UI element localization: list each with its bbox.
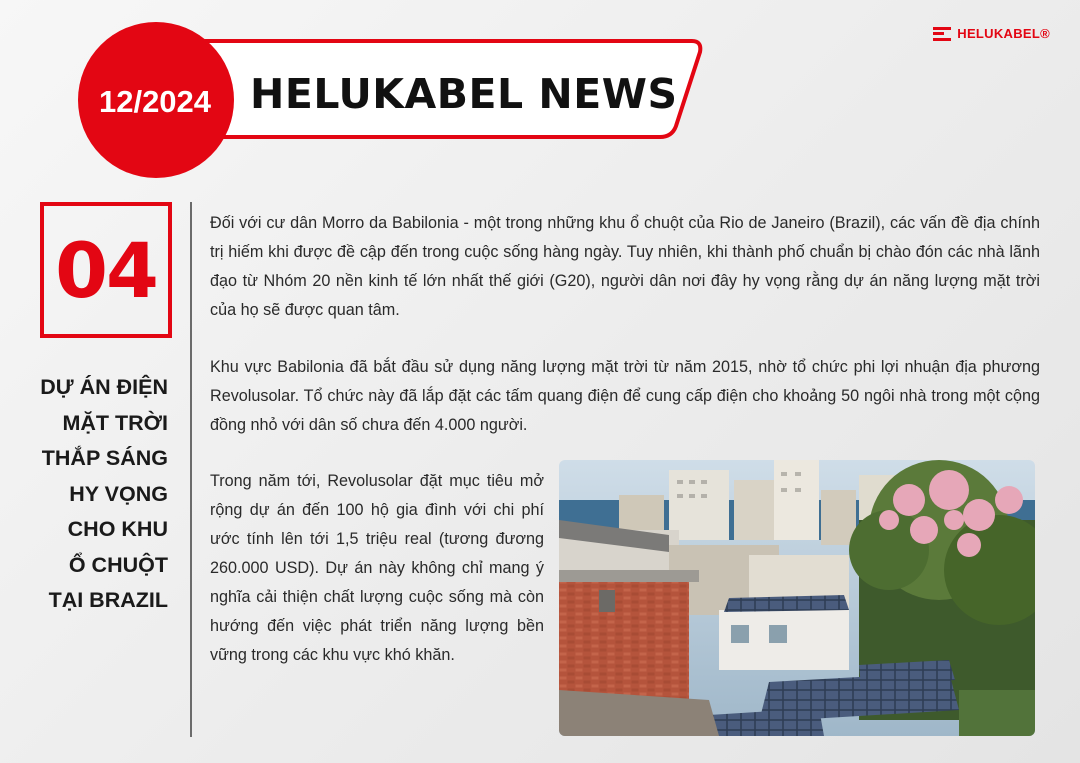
headline-line: MẶT TRỜI [62, 410, 168, 435]
issue-number: 04 [55, 225, 157, 315]
page-title: HELUKABEL NEWS [250, 70, 678, 118]
headline-line: Ổ CHUỘT [68, 552, 168, 577]
solar-rooftops-image [559, 460, 1035, 736]
article-photo [559, 460, 1035, 736]
issue-number-box [40, 202, 172, 338]
headline-line: TẠI BRAZIL [48, 588, 168, 612]
article-paragraph-1: Đối với cư dân Morro da Babilonia - một trong những khu ổ chuột của Rio de Janeiro (Brazil), các vấn đề địa chính trị hiếm khi được đề cập đến trong cuộc sống hàng ngày. Tuy nhiên, khi thành phố chuẩn bị chào đón các nhà lãnh đạo từ Nhóm 20 nền kinh tế lớn nhất thế giới (G20), người dân nơi đây hy vọng rằng dự án năng lượng mặt trời của họ sẽ được quan tâm. [210, 214, 1040, 319]
headline-line: DỰ ÁN ĐIỆN [40, 375, 168, 399]
headline-line: HY VỌNG [69, 481, 168, 506]
article-paragraph-2: Khu vực Babilonia đã bắt đầu sử dụng năng lượng mặt trời từ năm 2015, nhờ tổ chức phi lợi nhuận địa phương Revolusolar. Tổ chức này đã lắp đặt các tấm quang điện để cung cấp điện cho khoảng 50 ngôi nhà trong một cộng đồng nhỏ với dân số chưa đến 4.000 người. [210, 358, 1040, 434]
logo-text: HELUKABEL® [957, 26, 1050, 41]
headline-line: THẮP SÁNG [41, 446, 168, 470]
article-headline [20, 370, 168, 619]
article-paragraph-3: Trong năm tới, Revolusolar đặt mục tiêu mở rộng dự án đến 100 hộ gia đình với chi phí ước tính lên tới 1,5 triệu real (tương đương 260.000 USD). Dự án này không chỉ mang ý nghĩa cải thiện chất lượng cuộc sống mà còn hướng đến việc phát triển năng lượng bền vững trong các khu vực khó khăn. [210, 472, 544, 664]
issue-date: 12/2024 [98, 84, 212, 119]
vertical-divider [190, 202, 192, 737]
headline-line: CHO KHU [67, 517, 168, 541]
